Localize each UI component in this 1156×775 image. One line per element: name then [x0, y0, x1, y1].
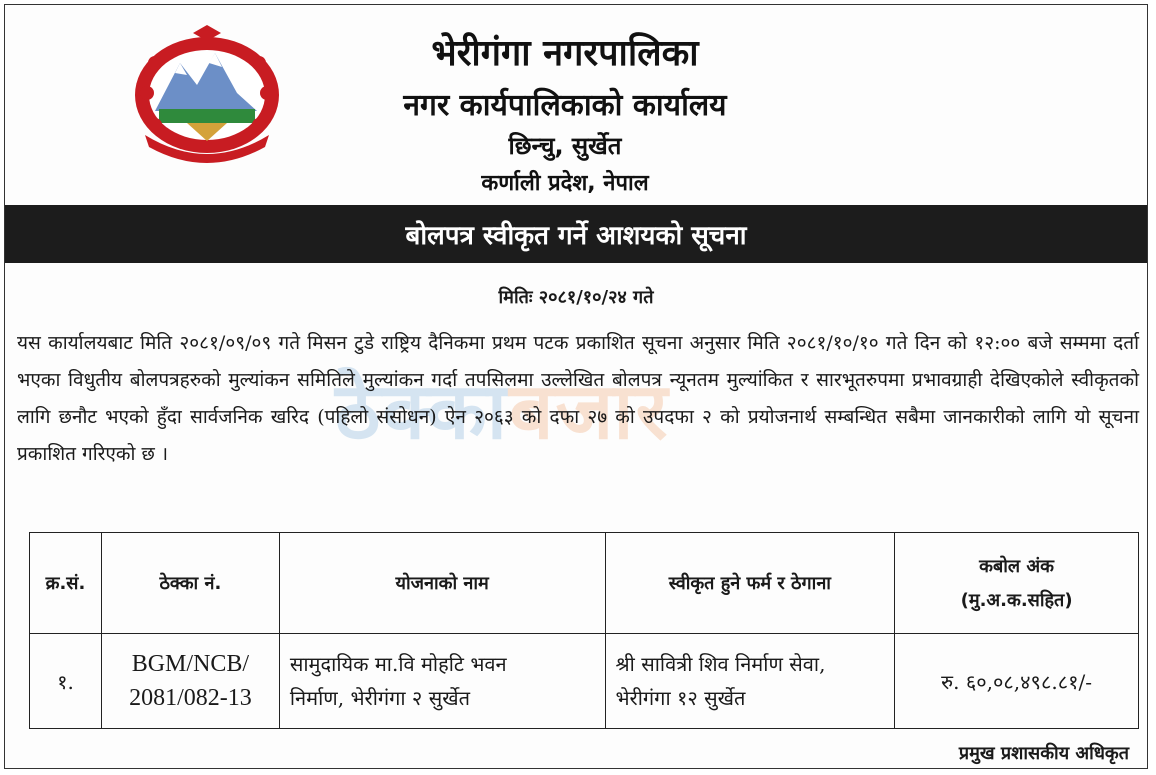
notice-date: मितिः २०८१/१०/२४ गते	[498, 287, 654, 308]
header-sn: क्र.सं.	[30, 533, 102, 634]
municipality-name: भेरीगंगा नगरपालिका	[431, 33, 699, 74]
cell-firm	[605, 634, 895, 729]
watermark-part-1: ठेक्का	[335, 367, 509, 457]
office-location: छिन्चु, सुर्खेत	[508, 132, 622, 160]
notice-title-banner: बोलपत्र स्वीकृत गर्ने आशयको सूचना	[5, 205, 1147, 263]
header-contract: ठेक्का नं.	[101, 533, 279, 634]
province-country: कर्णाली प्रदेश, नेपाल	[481, 171, 649, 196]
cell-project	[279, 634, 605, 729]
notice-body: यस कार्यालयबाट मिति २०८१/०९/०९ गते मिसन टुडे राष्ट्रिय दैनिकमा प्रथम पटक प्रकाशित सूचना अनुसार मिति २०८१/१०/१० गते दिन को १२:०० बजे सम्ममा दर्ता भएका विधुतीय बोलपत्रहरुको मुल्यांकन समितिले मुल्यांकन गर्दा तपसिलमा उल्लेखित बोलपत्र न्यूनतम मुल्यांकित र सारभूतरुपमा प्रभावग्राही देखिएकोले स्वीकृतको लागि छनौट भएको हुँदा सार्वजनिक खरिद (पहिलो संसोधन) ऐन २०६३ को दफा २७ को उपदफा २ को प्रयोजनार्थ सम्बन्धित सबैमा जानकारीको लागि यो सूचना प्रकाशित गरिएको छ ।	[17, 332, 1139, 465]
cell-sn: १.	[30, 634, 102, 729]
header-project: योजनाको नाम	[279, 533, 605, 634]
office-name: नगर कार्यपालिकाको कार्यालय	[403, 88, 727, 123]
signatory-title: प्रमुख प्रशासकीय अधिकृत	[958, 743, 1129, 764]
nepal-emblem-icon	[125, 23, 290, 163]
notice-page	[4, 4, 1148, 769]
header-firm: स्वीकृत हुने फर्म र ठेगाना	[605, 533, 895, 634]
header-bid	[895, 533, 1139, 634]
firm-line-2: भेरीगंगा १२ सुर्खेत	[615, 686, 746, 710]
project-line-1: सामुदायिक मा.वि मोहटि भवन	[289, 652, 507, 676]
table-header-row	[30, 533, 1139, 634]
header-bid-label: कबोल अंक	[979, 556, 1054, 577]
firm-line-1: श्री सावित्री शिव निर्माण सेवा,	[615, 652, 826, 676]
cell-contract	[101, 634, 279, 729]
table-row	[30, 634, 1139, 729]
contract-line-1: BGM/NCB/	[131, 651, 250, 677]
award-table	[29, 532, 1139, 729]
header-bid-sub: (मु.अ.क.सहित)	[960, 590, 1073, 611]
contract-line-2: 2081/082-13	[129, 685, 252, 711]
cell-bid: रु. ६०,०८,४९८.८१/-	[895, 634, 1139, 729]
project-line-2: निर्माण, भेरीगंगा २ सुर्खेत	[289, 686, 470, 710]
watermark-part-2: बजार	[508, 367, 670, 457]
